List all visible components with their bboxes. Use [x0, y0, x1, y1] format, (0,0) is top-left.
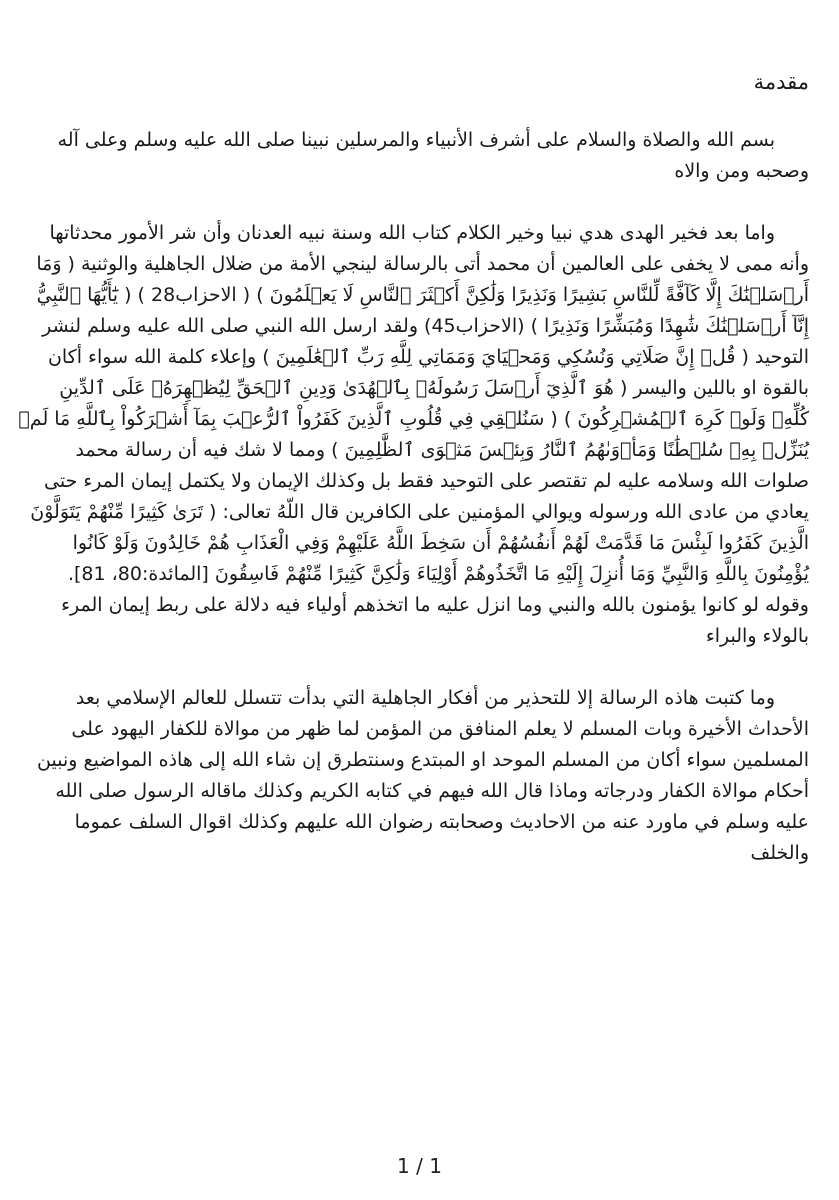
paragraph-main: واما بعد فخير الهدى هدي نبيا وخير الكلام كتاب الله وسنة نبيه العدنان وأن شر الأمور محدثاتها وأنه ممى لا يخفى على العالمين أن محمد أتى بالرسالة لينجي الأمة من ضلال الجاهلية والوثنية ( وَمَا أَرۡسَلۡنَٰكَ إِلَّا كَآفَّةً لِّلنَّاسِ بَشِيرًا وَنَذِيرًا وَلَٰكِنَّ أَكۡثَرَ ٱلنَّاسِ لَا يَعۡلَمُونَ ) ( الاحزاب28 ) ( يَٰٓأَيُّهَا ٱلنَّبِيُّ إِنَّآ أَرۡسَلۡنَٰكَ شَٰهِدًا وَمُبَشِّرًا وَنَذِيرًا ) (الاحزاب45) ولقد ارسل الله النبي صلى الله عليه وسلم لنشر التوحيد ( قُلۡ إِنَّ صَلَاتِي وَنُسُكِي وَمَحۡيَايَ وَمَمَاتِي لِلَّهِ رَبِّ ٱلۡعَٰلَمِينَ ) وإعلاء كلمة الله سواء أكان بالقوة او باللين واليسر ( هُوَ ٱلَّذِيٓ أَرۡسَلَ رَسُولَهُۥ بِٱلۡهُدَىٰ وَدِينِ ٱلۡحَقِّ لِيُظۡهِرَهُۥ عَلَى ٱلدِّينِ كُلِّهِۦ وَلَوۡ كَرِهَ ٱلۡمُشۡرِكُونَ ) ( سَنُلۡقِي فِي قُلُوبِ ٱلَّذِينَ كَفَرُواْ ٱلرُّعۡبَ بِمَآ أَشۡرَكُواْ بِٱللَّهِ مَا لَمۡ يُنَزِّلۡ بِهِۦ سُلۡطَٰنًا وَمَأۡوَىٰهُمُ ٱلنَّارُ وَبِئۡسَ مَثۡوَى ٱلظَّٰلِمِينَ ) ومما لا شك فيه أن رسالة محمد صلوات الله وسلامه عليه لم تقتصر على التوحيد فقط بل وكذلك الإيمان ولا يكتمل إيمان المرء حتى يعادي من عادى الله ورسوله ويوالي المؤمنين على الكافرين قال اللّهُ تعالى: ( تَرَىٰ كَثِيرًا مِّنْهُمْ يَتَوَلَّوْنَ الَّذِينَ كَفَرُوا لَبِئْسَ مَا قَدَّمَتْ لَهُمْ أَنفُسُهُمْ أَن سَخِطَ اللَّهُ عَلَيْهِمْ وَفِي الْعَذَابِ هُمْ خَالِدُونَ وَلَوْ كَانُوا يُؤْمِنُونَ بِاللَّهِ وَالنَّبِيِّ وَمَا أُنزِلَ إِلَيْهِ مَا اتَّخَذُوهُمْ أَوْلِيَاءَ وَلَٰكِنَّ كَثِيرًا مِّنْهُمْ فَاسِقُونَ [المائدة:80، 81]. وقوله لو كانوا يؤمنون بالله والنبي وما انزل عليه ما اتخذهم أولياء فيه دلالة على ربط إيمان المرء بالولاء والبراء	[18, 222, 809, 647]
page-indicator: 1 / 1	[397, 1154, 442, 1178]
page-title: مقدمة	[753, 70, 809, 94]
paragraph-opening: بسم الله والصلاة والسلام على أشرف الأنبياء والمرسلين نبينا صلى الله عليه وسلم وعلى آله وصحبه ومن والاه	[57, 129, 809, 182]
document-body	[18, 125, 809, 869]
paragraph-purpose: وما كتبت هاذه الرسالة إلا للتحذير من أفكار الجاهلية التي بدأت تتسلل للعالم الإسلامي بعد الأحداث الأخيرة وبات المسلم لا يعلم المنافق من المؤمن لما ظهر من موالاة للكفار اليهود على المسلمين سواء أكان من المسلم الموحد او المبتدع وسنتطرق إن شاء الله إلى هاذه المواضيع ونبين أحكام موالاة الكفار ودرجاته وماذا قال الله فيهم في كتابه الكريم وكذلك ماقاله الرسول صلى الله عليه وسلم في ماورد عنه من الاحاديث وصحابته رضوان الله عليهم وكذلك اقوال السلف عموما والخلف	[37, 687, 809, 864]
